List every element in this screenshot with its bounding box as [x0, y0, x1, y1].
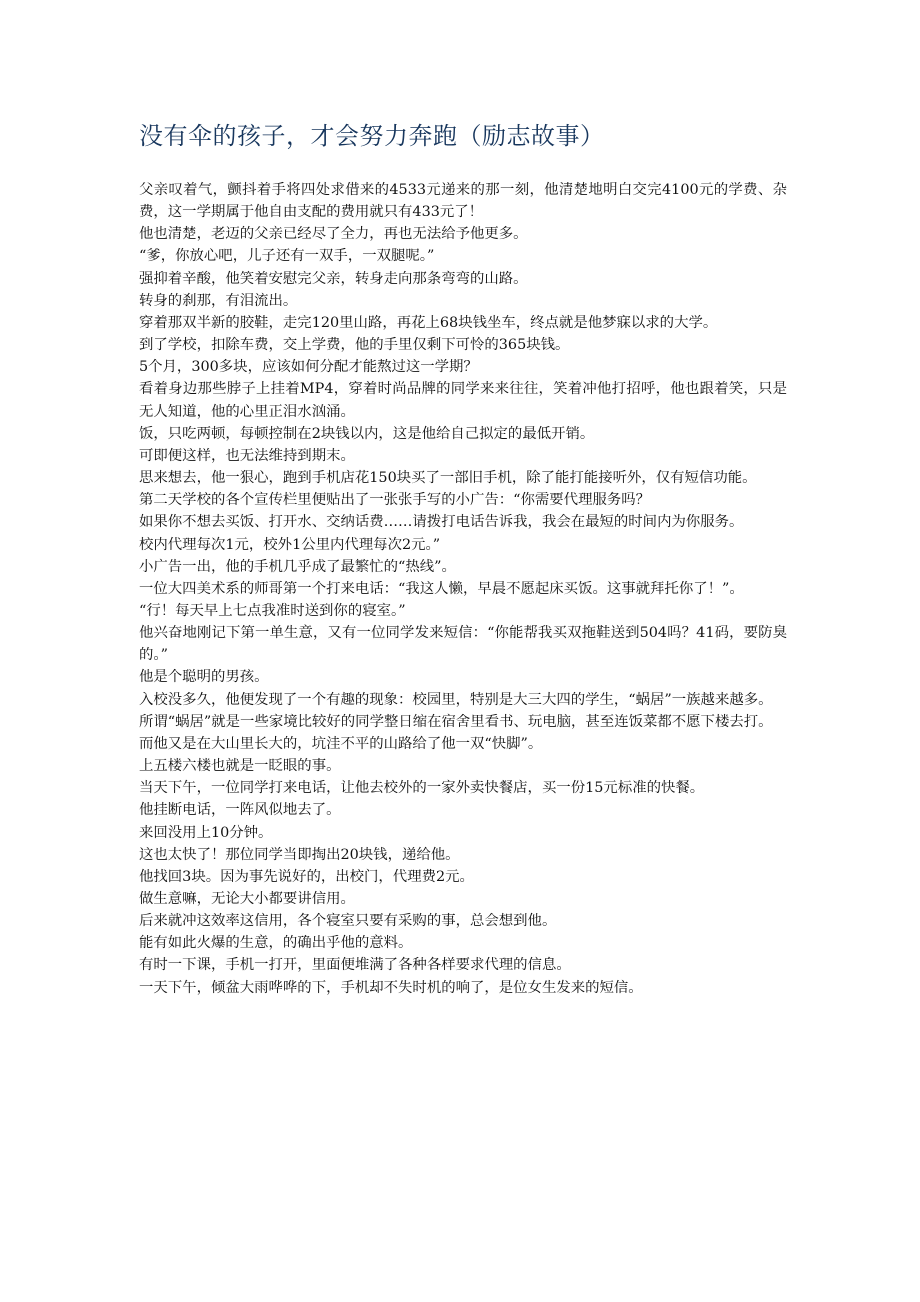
paragraph: 这也太快了！那位同学当即掏出20块钱，递给他。 — [139, 846, 460, 863]
paragraph: 后来就冲这效率这信用，各个寝室只要有采购的事，总会想到他。 — [139, 913, 557, 930]
paragraph: 能有如此火爆的生意，的确出乎他的意料。 — [139, 935, 413, 952]
paragraph: 思来想去，他一狠心，跑到手机店花150块买了一部旧手机，除了能打能接听外，仅有短信功能。 — [139, 470, 757, 487]
paragraph: 校内代理每次1元，校外1公里内代理每次2元。” — [139, 536, 441, 553]
paragraph: 可即便这样，也无法维持到期末。 — [139, 447, 355, 464]
paragraph: 他也清楚，老迈的父亲已经尽了全力，再也无法给予他更多。 — [139, 226, 528, 243]
paragraph: 当天下午，一位同学打来电话，让他去校外的一家外卖快餐店，买一份15元标准的快餐。 — [139, 780, 705, 797]
paragraph: 一位大四美术系的师哥第一个打来电话：“我这人懒，早晨不愿起床买饭。这事就拜托你了！”。 — [139, 580, 744, 597]
paragraph: 如果你不想去买饭、打开水、交纳话费……请拨打电话告诉我，我会在最短的时间内为你服务。 — [139, 514, 744, 531]
paragraph: 穿着那双半新的胶鞋，走完120里山路，再花上68块钱坐车，终点就是他梦寐以求的大学。 — [139, 314, 718, 331]
article-title: 没有伞的孩子，才会努力奔跑（励志故事） — [139, 122, 605, 150]
paragraph: 转身的刹那，有泪流出。 — [139, 292, 298, 309]
paragraph: 第二天学校的各个宣传栏里便贴出了一张张手写的小广告：“你需要代理服务吗？ — [139, 492, 651, 509]
paragraph: 来回没用上10分钟。 — [139, 824, 273, 841]
paragraph: 做生意嘛，无论大小都要讲信用。 — [139, 891, 355, 907]
paragraph: 入校没多久，他便发现了一个有趣的现象：校园里，特别是大三大四的学生，“蜗居”一族越来越多。 — [139, 691, 773, 708]
paragraph: 一天下午，倾盆大雨哗哗的下，手机却不失时机的响了，是位女生发来的短信。 — [139, 979, 643, 996]
paragraph: “行！每天早上七点我准时送到你的寝室。” — [139, 602, 406, 619]
paragraph: 他挂断电话，一阵风似地去了。 — [139, 802, 341, 819]
paragraph: 强抑着辛酸，他笑着安慰完父亲，转身走向那条弯弯的山路。 — [139, 270, 528, 287]
paragraph: 他找回3块。因为事先说好的，出校门，代理费2元。 — [139, 868, 474, 885]
paragraph: 到了学校，扣除车费，交上学费，他的手里仅剩下可怜的365块钱。 — [139, 337, 570, 354]
paragraph: 小广告一出，他的手机几乎成了最繁忙的“热线”。 — [139, 558, 456, 575]
paragraph: 所谓“蜗居”就是一些家境比较好的同学整日缩在宿舍里看书、玩电脑，甚至连饭菜都不愿下楼去打。 — [139, 713, 773, 730]
article-body — [139, 179, 787, 999]
paragraph: 他兴奋地刚记下第一单生意，又有一位同学发来短信：“你能帮我买双拖鞋送到504吗？41码，要防臭的。” — [139, 625, 787, 664]
paragraph: 5个月，300多块，应该如何分配才能熬过这一学期？ — [139, 359, 478, 376]
paragraph: 而他又是在大山里长大的，坑洼不平的山路给了他一双“快脚”。 — [139, 735, 543, 752]
paragraph: 饭，只吃两顿，每顿控制在2块钱以内，这是他给自己拟定的最低开销。 — [139, 425, 595, 442]
paragraph: “爹，你放心吧，儿子还有一双手，一双腿呢。” — [139, 248, 435, 265]
paragraph: 看着身边那些脖子上挂着MP4，穿着时尚品牌的同学来来往往，笑着冲他打招呼，他也跟着笑，只是无人知道，他的心里正泪水汹涌。 — [139, 381, 787, 420]
paragraph: 有时一下课，手机一打开，里面便堆满了各种各样要求代理的信息。 — [139, 957, 571, 974]
paragraph: 父亲叹着气，颤抖着手将四处求借来的4533元递来的那一刻，他清楚地明白交完4100元的学费、杂费，这一学期属于他自由支配的费用就只有433元了！ — [139, 182, 787, 221]
paragraph: 上五楼六楼也就是一眨眼的事。 — [139, 758, 341, 775]
paragraph: 他是个聪明的男孩。 — [139, 669, 269, 686]
